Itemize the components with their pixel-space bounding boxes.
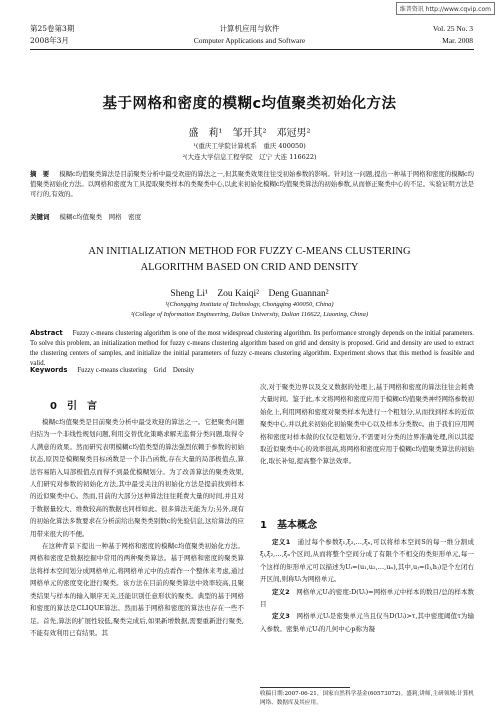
footnote-rule (260, 687, 350, 688)
volume-cn: 第25卷第3期 (30, 24, 75, 33)
abstract-en (30, 328, 474, 369)
definition-1-text: 通过每个参数ξ₁,ξ₂,…,ξₙ,可以将样本空间S的每一维分割成ξᵢ,ξ₂,…,ξₙ个区间,从而将整个空间分成了有限个不相交的类矩形单元,每一个这样的矩形单元可以描述为Uᵢ=(u₁,u₂,…,uₙ),其中,uⱼ=(lⱼ,hⱼ)是个左闭右开区间,则称Uᵢ为网格单元。 (260, 538, 475, 584)
keywords-cn-text: 模糊c均值聚类 网格 密度 (59, 213, 142, 221)
definitions (260, 536, 474, 635)
definition-3-label: 定义3 (272, 612, 290, 621)
intro-paragraph-1: 模糊c均值聚类是目前聚类分析中最受欢迎的算法之一。它把聚类问题归结为一个非线性规划问题,利用交替优化策略求解无监督分类问题,取得令人满意的效果。然而研究表明模糊c均值类型的算法强烈依赖于参数的初始状态,原因是模糊聚类目标函数是一个非凸函数,存在大量的局部极值点,算法容易陷入局部极值点而得不到最优模糊划分。为了改善算法的聚类效果,人们研究对参数的初始化方法,其中最受关注的初始化方法是提前找到样本的近似聚类中心。然而,目前的大部分这种算法往往耗费大量的时间,并且对于数据量较大、维数较高的数据也同样如此。很多算法无能为力;另外,现有的初始化算法多数要求在分析前给出聚类类别数c的先验信息,这给算法的应用带来很大的不便。 (30, 418, 244, 538)
right-column (260, 381, 474, 468)
definition-2-text: 网格单元Uᵢ的密度:D(Uᵢ)=网格单元中样本的数目/总的样本数目 (260, 587, 474, 609)
section-1-heading: 1 基本概念 (260, 520, 317, 531)
abstract-cn (30, 169, 474, 199)
journal-en: Computer Applications and Software (193, 36, 306, 45)
abstract-cn-text: 模糊c均值聚类算法是目前聚类分析中最受欢迎的算法之一,但其聚类效果往往受初始参数的影响。针对这一问题,提出一种基于网格和密度的模糊c均值聚类初始化方法。以网格和密度为工具提取聚类样本的类聚类中心,以此来初始化模糊c均值聚类算法的初始参数,从而修正聚类中心的不足。实验证明方法是可行的,有效的。 (30, 170, 475, 198)
left-column (30, 416, 244, 639)
definition-1 (260, 536, 474, 586)
keywords-en-text: Fuzzy c-means clustering Grid Density (77, 367, 195, 374)
date-cn: 2008年3月 (30, 36, 69, 45)
right-paragraph: 次,对于聚类边界以及交叉数据的处理上,基于网格和密度的算法往往会耗费大量时间。鉴于此,本文将网格和密度应用于模糊c均值聚类神经网络参数初始化上,利用网格和密度对聚类样本先进行一个粗划分,从而找到样本的近似聚类中心,并以此来初始化初始聚类中心以及样本分类数c。由于我们应用网格和密度对样本做的仅仅是粗划分,不需要对分类的边界准确处理,所以其提取近似聚类中心的效率很高,将网格和密度应用于模糊c均值聚类算法的初始化,取长补短,提高整个算法效率。 (260, 383, 474, 466)
paper-title-en-line1: AN INITIALIZATION METHOD FOR FUZZY C-MEANS CLUSTERING (88, 246, 411, 257)
definition-3 (260, 610, 474, 635)
watermark-stamp: 维普资讯 http://www.cqvip.com (396, 2, 495, 15)
definition-2-label: 定义2 (272, 587, 290, 596)
authors-en: Sheng Li¹ Zou Kaiqi² Deng Guannan² (170, 289, 329, 299)
paper-title-cn: 基于网格和密度的模糊c均值聚类初始化方法 (102, 96, 397, 112)
abstract-en-text: Fuzzy c-means clustering algorithm is one of the most widespread clustering algorithm. Its performance strongly depends on the initial parameters. To solve this problem, an initialization method for fuzzy c-means clustering algorithm based on grid and density is proposed. Grid and density are used to extract the clustering centers of samples, and initialize the initial parameters of fuzzy c-means clustering algorithm. Experiment shows that this method is feasible and valid. (30, 330, 474, 367)
definition-1-label: 定义1 (272, 538, 291, 546)
authors-cn: 盛 莉¹ 邹开其² 邓冠男² (188, 128, 311, 139)
affiliation-en-2: ²(College of Information Engineering, Dalian University, Dalian 116622, Liaoning, China) (130, 311, 369, 318)
intro-paragraph-2: 在这种背景下提出一种基于网格和密度的模糊c均值聚类初始化方法。网格和密度是数据挖掘中常用的两种聚类算法。基于网格和密度的聚类算法将样本空间划分成网格单元,将网格单元中的点看作一个整体来考虑,通过网格单元的密度变化进行聚类。该方法在目前的聚类算法中效率较高,且聚类结果与样本的输入顺序无关,还能识别任意形状的聚类。典型的基于网格和密度的算法是CLIQUE算法。然而基于网格和密度的算法也存在一些不足。首先,算法的扩展性较低,聚类完成后,如果新增数据,需要重新进行聚类,不能有效利用已有结果。其 (30, 542, 244, 637)
journal-cn: 计算机应用与软件 (219, 24, 280, 33)
affiliation-cn-1: ¹(重庆工学院计算机系 重庆 400050) (193, 142, 306, 150)
keywords-cn-label: 关键词 (30, 213, 50, 221)
date-en: Mar. 2008 (442, 36, 473, 45)
abstract-cn-label: 摘 要 (30, 170, 50, 178)
footnote: 收稿日期:2007-06-21。国家自然科学基金(60573072)。盛莉,讲师,主研领域:计算机网络、数据库及其应用。 (260, 691, 474, 706)
affiliation-en-1: ¹(Chongqing Institute of Technology, Chongqing 400050, China) (165, 301, 334, 308)
section-0-heading: 0 引 言 (50, 401, 97, 412)
volume-en: Vol. 25 No. 3 (432, 24, 473, 33)
affiliation-cn-2: ²(大连大学信息工程学院 辽宁 大连 116622) (182, 153, 317, 161)
definition-2 (260, 586, 474, 611)
header-rule (30, 49, 474, 50)
keywords-cn (30, 212, 474, 222)
definition-3-text: 网格单元Uᵢ是密集单元当且仅当D(Uᵢ)>τ,其中密度阈值τ为输入参数。密集单元Uᵢ的几何中心p称为凝 (260, 612, 475, 633)
abstract-en-label: Abstract (30, 329, 63, 337)
keywords-en-label: Keywords (30, 366, 68, 374)
keywords-en (30, 365, 474, 376)
paper-title-en-line2: ALGORITHM BASED ON CRID AND DENSITY (140, 262, 359, 273)
